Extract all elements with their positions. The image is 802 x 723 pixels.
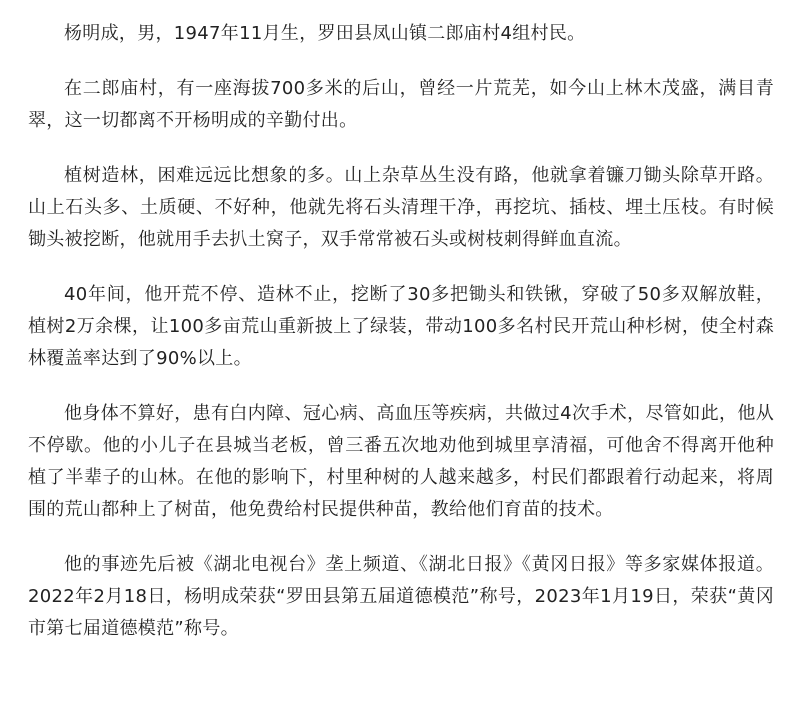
paragraph-mountain: 在二郎庙村，有一座海拔700多米的后山，曾经一片荒芜，如今山上林木茂盛，满目青翠，这一切都离不开杨明成的辛勤付出。 — [28, 78, 774, 131]
paragraph-honors: 他的事迹先后被《湖北电视台》垄上频道、《湖北日报》《黄冈日报》等多家媒体报道。2022年2月18日，杨明成荣获“罗田县第五届道德模范”称号，2023年1月19日，荣获“黄冈市第七届道德模范”称号。 — [28, 554, 774, 639]
paragraph-health: 他身体不算好，患有白内障、冠心病、高血压等疾病，共做过4次手术，尽管如此，他从不停歇。他的小儿子在县城当老板，曾三番五次地劝他到城里享清福，可他舍不得离开他种植了半辈子的山林。在他的影响下，村里种树的人越来越多，村民们都跟着行动起来，将周围的荒山都种上了树苗，他免费给村民提供种苗，教给他们育苗的技术。 — [28, 403, 774, 520]
paragraph-difficulties: 植树造林，困难远远比想象的多。山上杂草丛生没有路，他就拿着镰刀锄头除草开路。山上石头多、土质硬、不好种，他就先将石头清理干净，再挖坑、插枝、埋土压枝。有时候锄头被挖断，他就用手去扒土窝子，双手常常被石头或树枝刺得鲜血直流。 — [28, 165, 774, 250]
paragraph-achievements: 40年间，他开荒不停、造林不止，挖断了30多把锄头和铁锹，穿破了50多双解放鞋，植树2万余棵，让100多亩荒山重新披上了绿装，带动100多名村民开荒山种杉树，使全村森林覆盖率达到了90%以上。 — [28, 284, 774, 369]
paragraph-intro: 杨明成，男，1947年11月生，罗田县凤山镇二郎庙村4组村民。 — [64, 23, 586, 44]
